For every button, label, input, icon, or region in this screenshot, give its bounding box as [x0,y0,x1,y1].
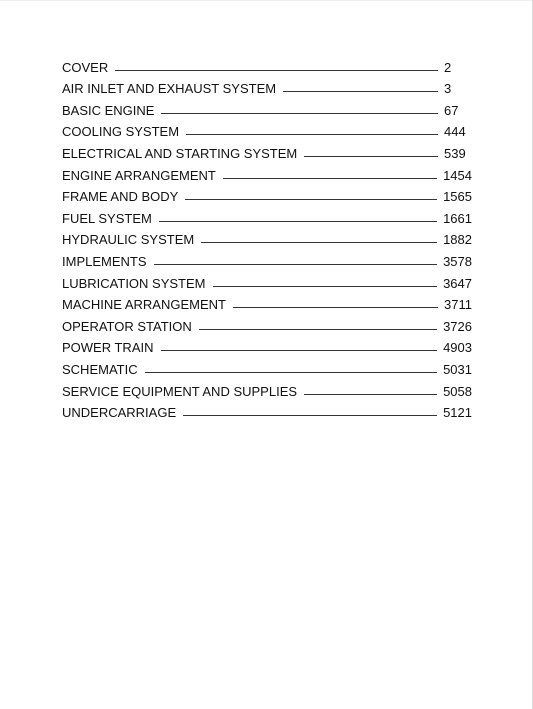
page-top-edge [0,0,533,1]
toc-entry-title: OPERATOR STATION [62,318,192,334]
toc-entry-title: ELECTRICAL AND STARTING SYSTEM [62,145,298,161]
toc-leader-line [159,221,437,222]
toc-entry-cooling-system[interactable] [62,118,472,140]
toc-entry-title: COVER [62,59,109,75]
toc-entry-page: 1565 [443,189,472,205]
toc-entry-title: ENGINE ARRANGEMENT [62,167,216,183]
toc-entry-title: BASIC ENGINE [62,102,155,118]
toc-entry-page: 67 [444,102,459,118]
toc-entry-page: 5058 [443,383,472,399]
toc-leader-line [213,286,438,287]
toc-entry-lubrication-system[interactable] [62,269,472,291]
toc-leader-line [304,394,437,395]
toc-leader-line [233,307,438,308]
toc-entry-page: 5031 [443,361,472,377]
toc-entry-title: SERVICE EQUIPMENT AND SUPPLIES [62,383,298,399]
toc-leader-line [283,91,438,92]
toc-leader-line [223,178,437,179]
toc-leader-line [201,242,437,243]
toc-leader-line [186,134,438,135]
toc-entry-engine-arrangement[interactable] [62,161,472,183]
toc-entry-power-train[interactable] [62,334,472,356]
toc-entry-title: LUBRICATION SYSTEM [62,275,206,291]
toc-entry-title: IMPLEMENTS [62,253,147,269]
toc-entry-air-inlet-and-exhaust-system[interactable] [62,75,472,97]
table-of-contents [62,53,472,420]
toc-leader-line [185,199,437,200]
toc-leader-line [115,70,438,71]
toc-entry-title: FRAME AND BODY [62,189,179,205]
toc-entry-page: 2 [444,59,452,75]
toc-entry-electrical-and-starting-system[interactable] [62,139,472,161]
toc-entry-page: 3711 [444,297,472,313]
toc-entry-operator-station[interactable] [62,312,472,334]
toc-entry-undercarriage[interactable] [62,399,472,421]
toc-leader-line [304,156,438,157]
toc-entry-page: 4903 [443,340,472,356]
toc-entry-service-equipment-and-supplies[interactable] [62,377,472,399]
toc-entry-page: 3647 [443,275,472,291]
toc-entry-schematic[interactable] [62,355,472,377]
toc-entry-page: 1454 [443,167,472,183]
toc-entry-page: 444 [444,124,466,140]
toc-leader-line [161,350,438,351]
toc-entry-cover[interactable] [62,53,472,75]
toc-entry-frame-and-body[interactable] [62,183,472,205]
toc-entry-title: AIR INLET AND EXHAUST SYSTEM [62,81,277,97]
toc-leader-line [161,113,438,114]
toc-entry-fuel-system[interactable] [62,204,472,226]
toc-entry-title: MACHINE ARRANGEMENT [62,297,226,313]
toc-leader-line [183,415,437,416]
toc-entry-title: FUEL SYSTEM [62,210,152,226]
toc-entry-page: 5121 [443,405,472,421]
toc-entry-title: UNDERCARRIAGE [62,405,177,421]
toc-entry-title: SCHEMATIC [62,361,138,377]
toc-entry-page: 3578 [443,253,472,269]
toc-leader-line [145,372,437,373]
toc-leader-line [154,264,438,265]
toc-entry-title: POWER TRAIN [62,340,154,356]
toc-entry-hydraulic-system[interactable] [62,226,472,248]
toc-leader-line [199,329,437,330]
toc-entry-page: 1882 [443,232,472,248]
toc-entry-page: 3726 [443,318,472,334]
toc-entry-title: HYDRAULIC SYSTEM [62,232,195,248]
toc-entry-page: 1661 [443,210,472,226]
toc-entry-implements[interactable] [62,247,472,269]
toc-entry-basic-engine[interactable] [62,96,472,118]
toc-entry-machine-arrangement[interactable] [62,291,472,313]
toc-entry-title: COOLING SYSTEM [62,124,180,140]
toc-entry-page: 539 [444,145,466,161]
toc-entry-page: 3 [444,81,452,97]
